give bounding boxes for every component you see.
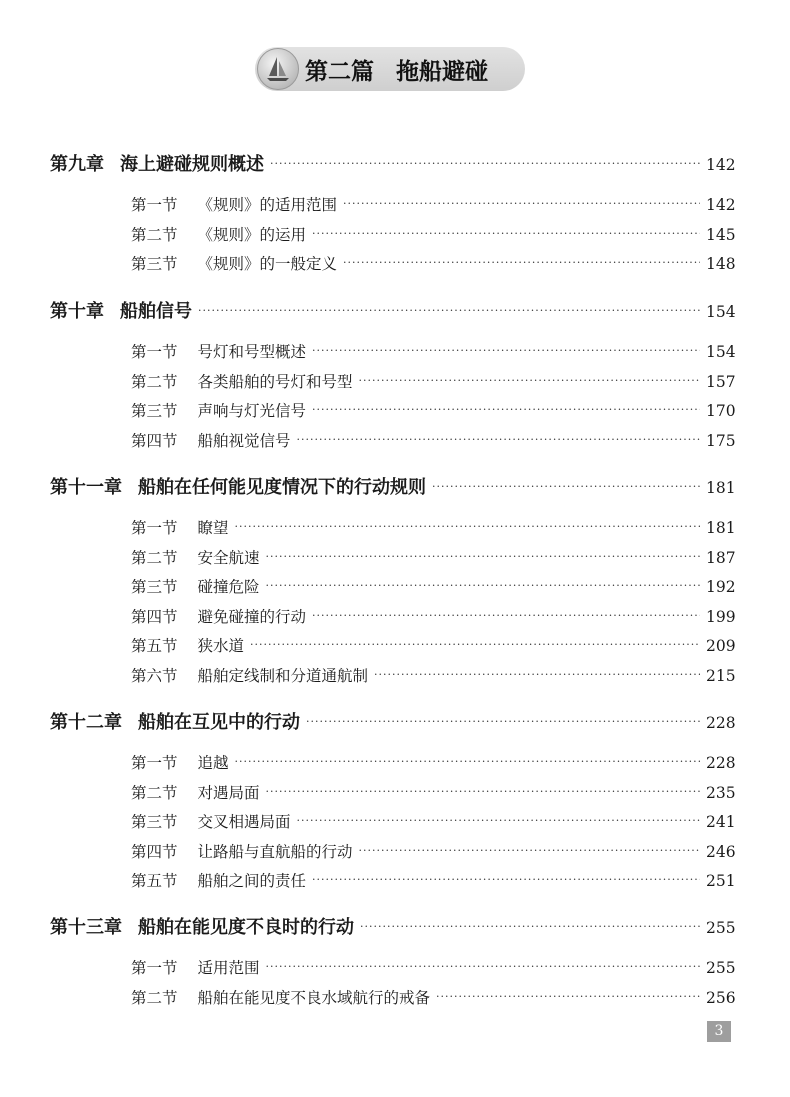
section-title: 瞭望: [197, 519, 229, 537]
chapter-number: 第九章: [50, 154, 104, 175]
section-title: 船舶之间的责任: [197, 872, 307, 890]
chapter-page: 181: [706, 479, 736, 497]
section-page: 241: [706, 813, 736, 831]
section-title: 《规则》的运用: [197, 225, 307, 244]
dot-leader: [359, 844, 700, 857]
dot-leader: [306, 715, 700, 728]
dot-leader: [297, 433, 700, 446]
section-page: 154: [706, 343, 736, 361]
section-number: 第一节: [131, 959, 178, 977]
section-title: 对遇局面: [197, 783, 260, 802]
dot-leader: [297, 814, 700, 827]
dot-leader: [312, 344, 700, 357]
page-number: 3: [707, 1021, 731, 1042]
toc-section-row: [0, 840, 790, 862]
toc-chapter-row: [0, 708, 790, 734]
section-number: 第二节: [131, 988, 178, 1007]
toc-chapter-row: [0, 913, 790, 939]
section-page: 209: [706, 637, 736, 655]
section-number: 第一节: [131, 519, 178, 537]
section-title: 声响与灯光信号: [197, 402, 307, 420]
chapter-title: 船舶在能见度不良时的行动: [138, 917, 354, 938]
section-title: 追越: [197, 754, 229, 772]
chapter-page: 142: [706, 156, 736, 174]
section-title: 安全航速: [197, 548, 260, 567]
chapter-title: 船舶在任何能见度情况下的行动规则: [138, 477, 426, 498]
section-title: 适用范围: [197, 959, 260, 977]
dot-leader: [270, 157, 700, 170]
section-number: 第二节: [131, 548, 178, 567]
toc-chapter-row: [0, 150, 790, 176]
section-title: 《规则》的一般定义: [197, 255, 338, 273]
section-number: 第三节: [131, 578, 178, 596]
section-number: 第二节: [131, 372, 178, 391]
toc-section-row: [0, 399, 790, 421]
section-number: 第四节: [131, 431, 178, 450]
section-page: 187: [706, 548, 736, 567]
section-page: 251: [706, 872, 736, 890]
toc-section-row: [0, 223, 790, 245]
toc-section-row: [0, 429, 790, 451]
section-page: 157: [706, 372, 736, 391]
section-page: 175: [706, 431, 736, 450]
toc-section-row: [0, 516, 790, 538]
chapter-title: 船舶信号: [120, 301, 192, 322]
dot-leader: [198, 304, 700, 317]
section-number: 第三节: [131, 255, 178, 273]
toc-section-row: [0, 370, 790, 392]
toc-section-row: [0, 810, 790, 832]
section-number: 第二节: [131, 783, 178, 802]
section-number: 第六节: [131, 666, 178, 685]
section-number: 第一节: [131, 196, 178, 214]
section-number: 第三节: [131, 813, 178, 831]
toc-section-row: [0, 781, 790, 803]
toc-section-row: [0, 575, 790, 597]
section-title: 船舶定线制和分道通航制: [197, 666, 369, 685]
chapter-number: 第十一章: [50, 477, 122, 498]
dot-leader: [360, 920, 700, 933]
toc-chapter-row: [0, 473, 790, 499]
section-title: 碰撞危险: [197, 578, 260, 596]
part-name: 拖船避碰: [396, 58, 488, 85]
dot-leader: [343, 197, 700, 210]
chapter-number: 第十三章: [50, 917, 122, 938]
section-page: 148: [706, 255, 736, 273]
section-number: 第三节: [131, 402, 178, 420]
section-title: 避免碰撞的行动: [197, 607, 307, 626]
section-title: 让路船与直航船的行动: [197, 842, 353, 861]
chapter-number: 第十章: [50, 301, 104, 322]
toc-chapter-row: [0, 297, 790, 323]
toc-section-row: [0, 252, 790, 274]
chapter-page: 255: [706, 919, 736, 937]
toc-section-row: [0, 751, 790, 773]
section-title: 船舶在能见度不良水域航行的戒备: [197, 988, 431, 1007]
dot-leader: [374, 668, 700, 681]
dot-leader: [343, 256, 700, 269]
dot-leader: [312, 609, 700, 622]
dot-leader: [312, 873, 700, 886]
section-page: 246: [706, 842, 736, 861]
section-number: 第四节: [131, 842, 178, 861]
chapter-number: 第十二章: [50, 712, 122, 733]
section-page: 255: [706, 959, 736, 977]
section-page: 235: [706, 783, 736, 802]
toc-section-row: [0, 193, 790, 215]
dot-leader: [436, 990, 700, 1003]
section-page: 145: [706, 225, 736, 244]
section-number: 第四节: [131, 607, 178, 626]
dot-leader: [266, 960, 700, 973]
chapter-title: 船舶在互见中的行动: [138, 712, 300, 733]
dot-leader: [312, 403, 700, 416]
section-page: 256: [706, 988, 736, 1007]
chapter-page: 228: [706, 714, 736, 732]
toc-section-row: [0, 986, 790, 1008]
section-title: 狭水道: [197, 637, 245, 655]
section-page: 228: [706, 754, 736, 772]
section-title: 交叉相遇局面: [197, 813, 291, 831]
section-page: 215: [706, 666, 736, 685]
toc-section-row: [0, 546, 790, 568]
section-title: 《规则》的适用范围: [197, 196, 338, 214]
section-number: 第五节: [131, 872, 178, 890]
section-title: 号灯和号型概述: [197, 343, 307, 361]
section-number: 第二节: [131, 225, 178, 244]
dot-leader: [250, 638, 700, 651]
chapter-page: 154: [706, 303, 736, 321]
dot-leader: [312, 227, 700, 240]
dot-leader: [235, 755, 700, 768]
dot-leader: [235, 520, 700, 533]
part-number: 第二篇: [305, 58, 374, 85]
toc-section-row: [0, 956, 790, 978]
section-page: 192: [706, 578, 736, 596]
section-title: 各类船舶的号灯和号型: [197, 372, 353, 391]
dot-leader: [432, 480, 700, 493]
section-number: 第一节: [131, 343, 178, 361]
section-number: 第一节: [131, 754, 178, 772]
section-number: 第五节: [131, 637, 178, 655]
section-page: 170: [706, 402, 736, 420]
chapter-title: 海上避碰规则概述: [120, 154, 264, 175]
toc-section-row: [0, 869, 790, 891]
dot-leader: [359, 374, 700, 387]
toc-section-row: [0, 634, 790, 656]
toc-section-row: [0, 605, 790, 627]
dot-leader: [266, 785, 700, 798]
toc-section-row: [0, 664, 790, 686]
dot-leader: [266, 579, 700, 592]
section-page: 199: [706, 607, 736, 626]
toc-section-row: [0, 340, 790, 362]
section-title: 船舶视觉信号: [197, 431, 291, 450]
dot-leader: [266, 550, 700, 563]
section-page: 142: [706, 196, 736, 214]
section-page: 181: [706, 519, 736, 537]
